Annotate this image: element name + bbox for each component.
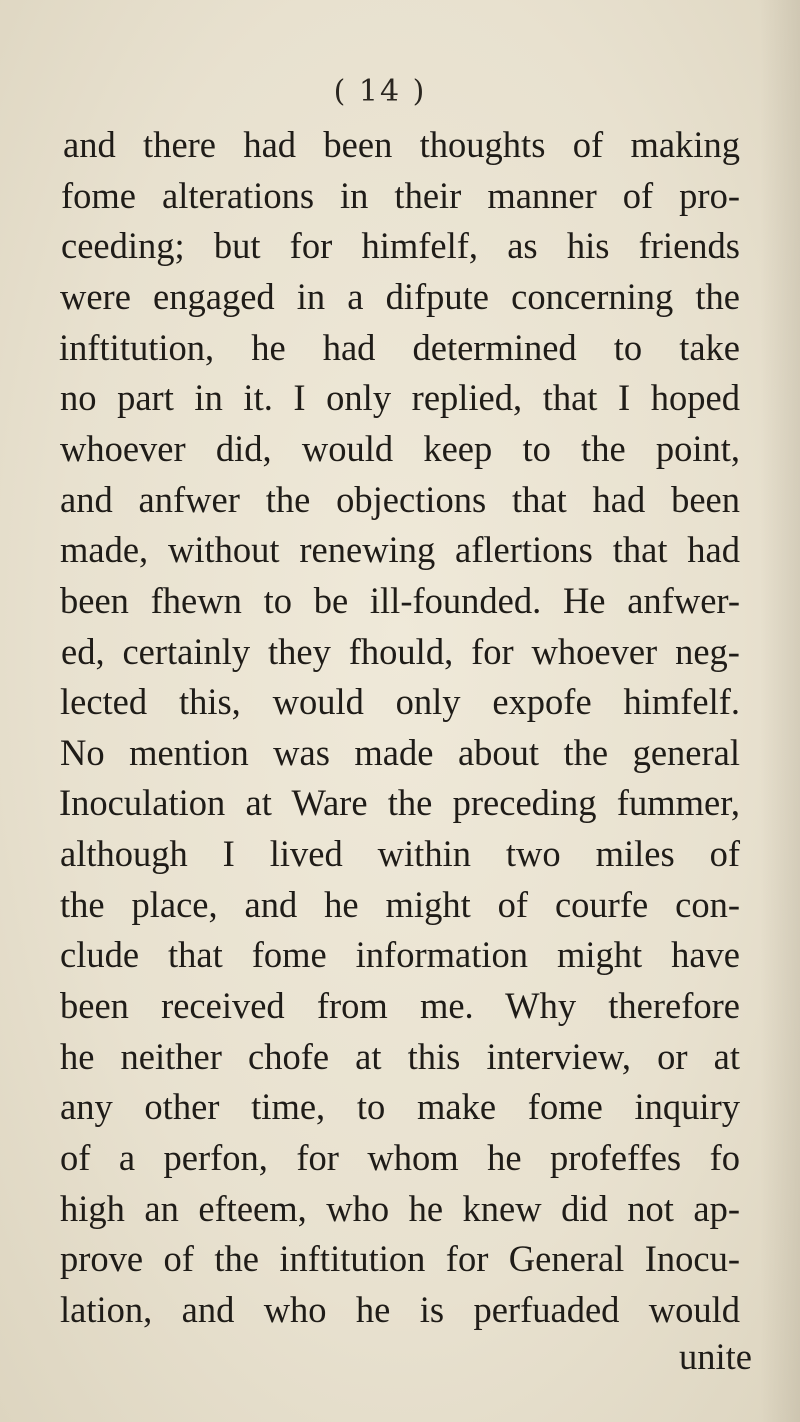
text-line: been fhewn to be ill-founded. He anfwer- bbox=[60, 579, 740, 621]
text-line: No mention was made about the general bbox=[60, 731, 740, 773]
text-line: were engaged in a difpute concerning the bbox=[60, 275, 740, 317]
text-line: been received from me. Why therefore bbox=[60, 985, 740, 1027]
text-line: and there had been thoughts of making bbox=[63, 124, 741, 165]
text-line: prove of the inftitution for General Inocu- bbox=[60, 1238, 740, 1280]
page-number: ( 14 ) bbox=[333, 74, 427, 109]
text-line: and anfwer the objections that had been bbox=[60, 478, 740, 520]
text-line: he neither chofe at this interview, or at bbox=[60, 1035, 740, 1077]
text-line: any other time, to make fome inquiry bbox=[60, 1086, 740, 1128]
catchword: unite bbox=[679, 1335, 752, 1377]
text-line: the place, and he might of courfe con- bbox=[60, 883, 740, 925]
text-line: fome alterations in their manner of pro- bbox=[61, 174, 740, 216]
text-line: of a perfon, for whom he profeffes fo bbox=[60, 1137, 740, 1179]
text-line: Inoculation at Ware the preceding fummer, bbox=[59, 782, 741, 824]
text-line: whoever did, would keep to the point, bbox=[60, 427, 741, 469]
text-line: clude that fome information might have bbox=[60, 934, 740, 976]
text-line: lected this, would only expofe himfelf. bbox=[60, 681, 741, 723]
text-line: ceeding; but for himfelf, as his friends bbox=[61, 225, 740, 267]
text-line: inftitution, he had determined to take bbox=[59, 326, 741, 368]
page-edge-shadow bbox=[760, 0, 800, 1422]
text-line: ed, certainly they fhould, for whoever neg- bbox=[61, 630, 740, 672]
text-line: made, without renewing aflertions that had bbox=[60, 529, 740, 571]
text-line: high an efteem, who he knew did not ap- bbox=[60, 1187, 740, 1229]
text-line: although I lived within two miles of bbox=[60, 833, 740, 875]
text-line: no part in it. I only replied, that I hoped bbox=[60, 377, 740, 419]
text-line: lation, and who he is perfuaded would bbox=[60, 1289, 741, 1330]
